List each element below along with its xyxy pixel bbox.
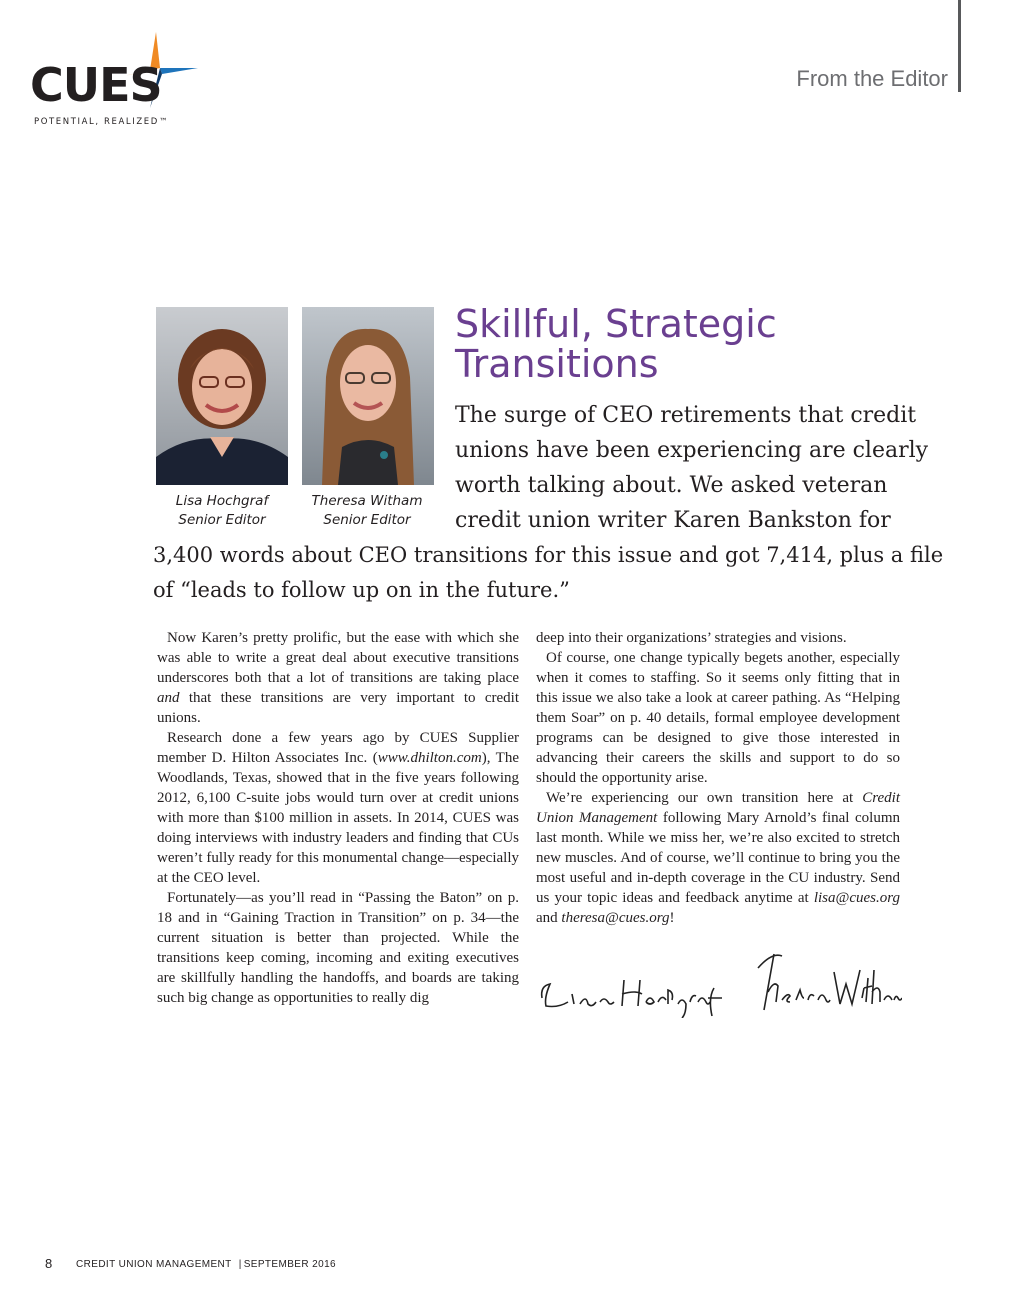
article-column-right <box>536 628 900 928</box>
footer-publication <box>76 1259 336 1270</box>
publication-name: CREDIT UNION MANAGEMENT <box>76 1259 232 1270</box>
editor-photo-theresa <box>302 307 434 485</box>
issue-date: SEPTEMBER 2016 <box>243 1259 337 1270</box>
editor-title: Senior Editor <box>178 512 266 528</box>
paragraph: Of course, one change typically begets another, especially when it comes to staffing. So it seems only fitting that in this issue we also take a look at career pathing. As “Helping them Soar” on p. 40 details, formal employee development programs can be designed to give those interested in advancing their careers the skills and support to do so should the opportunity arise. <box>536 650 900 786</box>
paragraph: Now Karen’s pretty prolific, but the ease with which she was able to write a great deal about executive transitions underscores both that a lot of transitions are taking place and that these transitions are very important to credit unions. <box>157 630 519 726</box>
signature-theresa-witham <box>752 948 902 1018</box>
article-column-left <box>157 628 519 1008</box>
editor-photo-lisa <box>156 307 288 485</box>
intro-line: The surge of CEO retirements that credit <box>455 403 917 428</box>
footer-separator: | <box>238 1259 242 1270</box>
intro-line: of “leads to follow up on in the future.” <box>153 578 570 602</box>
article-headline <box>455 304 955 384</box>
paragraph: Fortunately—as you’ll read in “Passing the Baton” on p. 18 and in “Gaining Traction in Transition” on p. 34—the current situation is better than projected. While the transitions keep coming, incoming and exiting executives are skillfully handling the handoffs, and boards are taking such big change as opportunities to really dig <box>157 890 519 1006</box>
email-link-theresa[interactable]: theresa@cues.org <box>561 910 670 926</box>
editor-caption-theresa <box>292 492 442 530</box>
editor-caption-lisa <box>147 492 297 530</box>
section-label: From the Editor <box>796 66 948 91</box>
paragraph: deep into their organizations’ strategies and visions. <box>536 630 847 646</box>
intro-line: unions have been experiencing are clearly <box>455 438 929 463</box>
header-rule <box>958 0 961 92</box>
paragraph: Research done a few years ago by CUES Supplier member D. Hilton Associates Inc. (www.dhilton.com), The Woodlands, Texas, showed that in the five years following 2012, 6,100 C-suite jobs would turn over at credit unions with more than $100 million in assets. In 2014, CUES was doing interviews with industry leaders and finding that CUs weren’t fully ready for this monumental change—especially at the CEO level. <box>157 730 519 886</box>
cues-tagline: POTENTIAL, REALIZED™ <box>34 117 169 127</box>
editor-name: Theresa Witham <box>311 493 423 509</box>
intro-line: worth talking about. We asked veteran <box>455 473 888 498</box>
intro-line: credit union writer Karen Bankston for <box>455 508 891 533</box>
headline-line: Skillful, Strategic <box>455 302 777 346</box>
email-link-lisa[interactable]: lisa@cues.org <box>813 890 900 906</box>
signature-lisa-hochgraf <box>538 968 728 1018</box>
headline-line: Transitions <box>455 342 659 386</box>
intro-line: 3,400 words about CEO transitions for this issue and got 7,414, plus a file <box>153 543 944 567</box>
editor-title: Senior Editor <box>323 512 411 528</box>
cues-wordmark: CUES <box>30 58 162 112</box>
page-number: 8 <box>45 1256 53 1271</box>
editor-name: Lisa Hochgraf <box>175 493 269 509</box>
paragraph: We’re experiencing our own transition here at Credit Union Management following Mary Arnold’s final column last month. While we miss her, we’re also excited to stretch new muscles. And of course, we’ll continue to bring you the most useful and in-depth coverage in the CU industry. Send us your topic ideas and feedback anytime at lisa@cues.org and theresa@cues.org! <box>536 790 901 926</box>
